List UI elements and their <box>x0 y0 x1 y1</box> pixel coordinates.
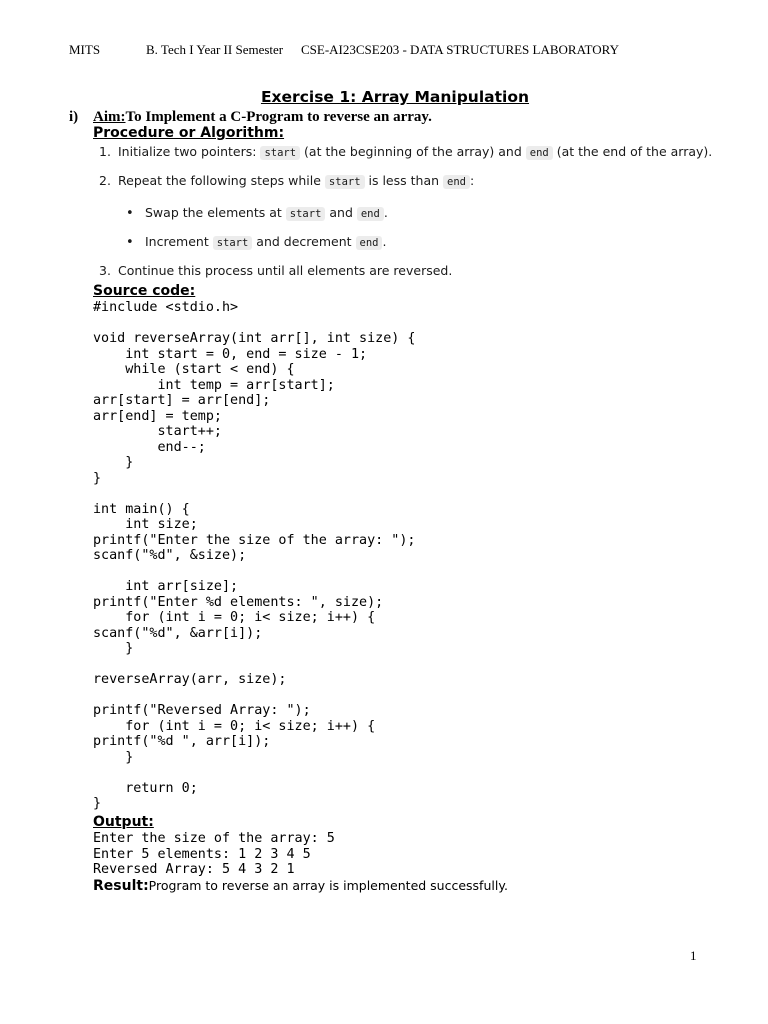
result-row <box>93 878 508 894</box>
inline-code: end <box>357 207 384 221</box>
header-institute: MITS <box>69 42 101 57</box>
exercise-title: Exercise 1: Array Manipulation <box>260 88 530 106</box>
step-number: 3. <box>99 263 111 278</box>
bullet-text: Swap the elements at <box>145 205 286 220</box>
bullet-text: and decrement <box>252 234 356 249</box>
inline-code: start <box>213 236 253 250</box>
step-text: (at the end of the array). <box>552 144 713 159</box>
bullet-dot: • <box>126 206 134 221</box>
inline-code: end <box>526 146 553 160</box>
procedure-step-2 <box>99 173 474 188</box>
bullet-text: . <box>382 234 387 249</box>
procedure-bullet-1 <box>126 205 388 221</box>
step-text: Continue this process until all elements are reversed. <box>118 263 453 278</box>
aim-number: i) <box>69 109 79 125</box>
procedure-bullet-2 <box>126 234 386 250</box>
step-text: : <box>469 173 475 188</box>
aim-row <box>69 109 432 126</box>
header-program: B. Tech I Year II Semester <box>146 42 284 57</box>
inline-code: end <box>356 236 383 250</box>
inline-code: start <box>325 175 365 189</box>
source-code-heading: Source code: <box>93 283 196 299</box>
bullet-dot: • <box>126 235 134 250</box>
bullet-text: and <box>325 205 357 220</box>
page-number: 1 <box>690 948 697 963</box>
result-label: Result: <box>93 878 149 894</box>
output-block: Enter the size of the array: 5 Enter 5 elements: 1 2 3 4 5 Reversed Array: 5 4 3 2 1 <box>93 831 335 877</box>
step-text: is less than <box>364 173 444 188</box>
header-course: CSE-AI23CSE203 - DATA STRUCTURES LABORATORY <box>301 42 619 57</box>
procedure-step-1 <box>99 144 712 159</box>
inline-code: end <box>443 175 470 189</box>
procedure-step-3 <box>99 263 452 278</box>
aim-label: Aim: <box>93 109 126 125</box>
step-text: (at the beginning of the array) and <box>300 144 526 159</box>
step-number: 1. <box>99 144 111 159</box>
inline-code: start <box>286 207 326 221</box>
bullet-text: . <box>383 205 388 220</box>
step-number: 2. <box>99 173 111 188</box>
step-text: Repeat the following steps while <box>118 173 325 188</box>
source-code-block: #include <stdio.h> void reverseArray(int arr[], int size) { int start = 0, end = size - 1; while (start < end) { int temp = arr[start]; arr[start] = arr[end]; arr[end] = temp; start++; end--; } } int main() { int size; printf("Enter the size of the array: "); scanf("%d", &size); int arr[size]; printf("Enter %d elements: ", size); for (int i = 0; i< size; i++) { scanf("%d", &arr[i]); } reverseArray(arr, size); printf("Reversed Array: "); for (int i = 0; i< size; i++) { printf("%d ", arr[i]); } return 0; } <box>93 300 416 811</box>
step-text: Initialize two pointers: <box>118 144 261 159</box>
output-heading: Output: <box>93 814 154 830</box>
result-text: Program to reverse an array is implemented successfully. <box>148 878 508 893</box>
aim-text: To Implement a C-Program to reverse an array. <box>125 109 432 125</box>
inline-code: start <box>260 146 300 160</box>
procedure-heading: Procedure or Algorithm: <box>93 125 285 141</box>
bullet-text: Increment <box>145 234 213 249</box>
